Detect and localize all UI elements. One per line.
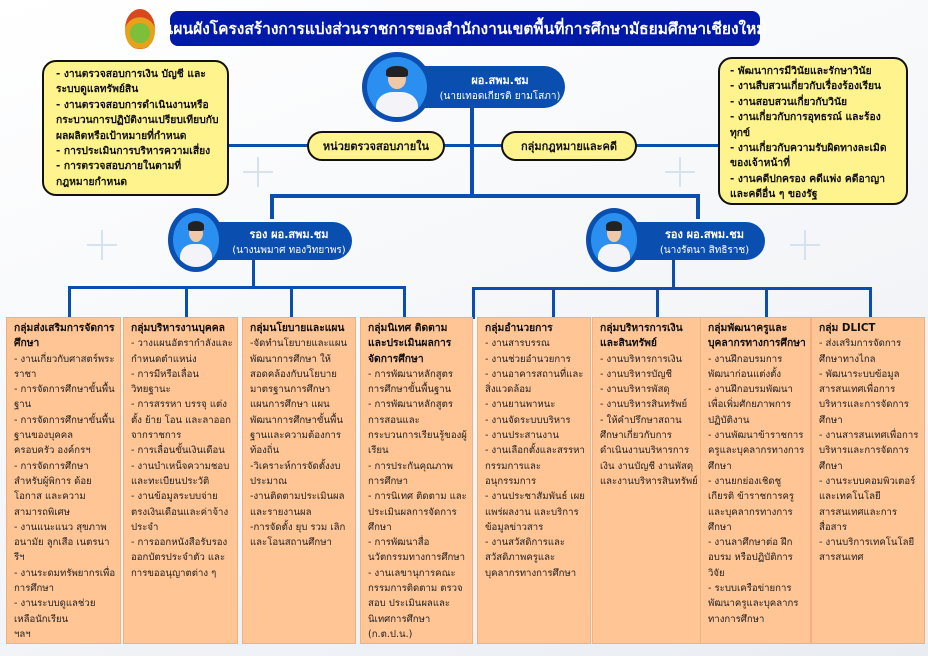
connector — [696, 194, 700, 219]
group-duty: - งานสารบรรณ — [485, 338, 550, 350]
group-duty: (ก.ต.ป.น.) — [368, 628, 413, 640]
group-duty: -วิเคราะห์การจัดตั้งงบประมาณ — [250, 460, 341, 487]
group-duty: - งานระบบคอมพิวเตอร์และเทคโนโลยีสารสนเทศและการสื่อสาร — [819, 475, 916, 533]
legal-item: - งานสืบสวนเกี่ยวกับเรื่องร้องเรียน — [730, 80, 882, 93]
group-duty: - งานบริการเทคโนโลยีสารสนเทศ — [819, 537, 915, 564]
group-duty: - การจัดการศึกษาสำหรับผู้พิการ ด้อยโอกาส และความสามารถพิเศษ — [14, 460, 92, 518]
group-duty: - งานระบบดูแลช่วยเหลือนักเรียน — [14, 598, 96, 625]
group-title: กลุ่มส่งเสริมการจัดการศึกษา — [14, 322, 115, 350]
connector — [270, 194, 274, 219]
group-duty: - งานอาคารสถานที่และสิ่งแวดล้อม — [485, 368, 584, 396]
connector — [552, 287, 555, 319]
group-box — [477, 317, 591, 644]
group-duty: - ให้คำปรึกษาสถานศึกษาเกี่ยวกับการดำเนินงานบริหารการเงิน งานบัญชี งานพัสดุ และงานบริหารสินทรัพย์ — [600, 414, 698, 487]
group-duty: - การสรรหา บรรจุ แต่งตั้ง ย้าย โอน และลาออกจากราชการ — [131, 399, 231, 442]
group-duty: - การพัฒนาสื่อนวัตกรรมทางการศึกษา — [368, 537, 465, 564]
group-title: กลุ่มนโยบายและแผน — [250, 322, 345, 334]
group-duty: - งานระดมทรัพยากรเพื่อการศึกษา — [14, 567, 116, 595]
connector — [185, 286, 188, 318]
group-duty: - วางแผนอัตรากำลังและกำหนดตำแหน่ง — [131, 338, 233, 365]
page-title: แผนผังโครงสร้างการแบ่งส่วนราชการของสำนักงานเขตพื้นที่การศึกษามัธยมศึกษาเชียงใหม่ — [170, 11, 760, 46]
group-duty: - การนิเทศ ติดตาม และประเมินผลการจัดการศึกษา — [368, 491, 467, 533]
legal-item: - งานเกี่ยวกับความรับผิดทางละเมิดของเจ้าหน้าที่ — [730, 142, 887, 170]
group-duty: - การจัดการศึกษาขั้นพื้นฐาน — [14, 384, 115, 411]
group-duty: - งานยกย่องเชิดชูเกียรติ ข้าราชการครูและบุคลากรทางการศึกษา — [708, 475, 795, 533]
group-box — [360, 317, 473, 644]
group-duty: - งานฝึกอบรมพัฒนาเพื่อเพิ่มศักยภาพการปฏิบัติงาน — [708, 384, 793, 426]
group-duty: - การจัดการศึกษาขั้นพื้นฐานของบุคคล ครอบครัว องค์กรฯ — [14, 414, 115, 457]
group-duty: - งานฝึกอบรมการพัฒนาก่อนแต่งตั้ง — [708, 353, 783, 380]
group-box — [592, 317, 704, 644]
group-duty: - การออกหนังสือรับรอง ออกบัตรประจำตัว และการขออนุญาตต่าง ๆ — [131, 537, 228, 579]
group-duty: - งานบริหารพัสดุ — [600, 384, 670, 396]
group-duty: - งานจัดระบบบริหาร — [485, 414, 571, 426]
group-duty: - การพัฒนาหลักสูตรการสอนและกระบวนการเรียนรู้ของผู้เรียน — [368, 399, 467, 457]
group-duty: - งานแนะแนว สุขภาพอนามัย ลูกเสือ เนตรนารีฯ — [14, 521, 110, 564]
group-duty: -การจัดตั้ง ยุบ รวม เลิก และโอนสถานศึกษา — [250, 521, 346, 549]
connector — [403, 286, 406, 318]
audit-item: - งานตรวจสอบการดำเนินงานหรือกระบวนการปฏิบัติงานเปรียบเทียบกับผลผลิตหรือเป้าหมายที่กำหนด — [56, 98, 219, 142]
deputy-role: รอง ผอ.สพม.ชม — [249, 227, 329, 241]
group-title: กลุ่มบริหารการเงินและสินทรัพย์ — [600, 322, 683, 350]
decor-plus-icon — [243, 157, 273, 187]
decor-plus-icon — [665, 157, 695, 187]
group-title: กลุ่ม DLICT — [819, 322, 876, 334]
group-duty: - งานพัฒนาข้าราชการครูและบุคลากรทางการศึกษา — [708, 430, 805, 472]
legal-item: - พัฒนาการมีวินัยและรักษาวินัย — [730, 65, 872, 77]
connector — [290, 286, 293, 318]
group-duty: - งานประชาสัมพันธ์ เผยแพร่ผลงาน และบริการข้อมูลข่าวสาร — [485, 491, 585, 533]
group-box — [242, 317, 356, 644]
connector — [869, 287, 872, 319]
connector — [672, 258, 675, 289]
group-duty: - ส่งเสริมการจัดการศึกษาทางไกล — [819, 338, 902, 365]
group-duty: -จัดทำนโยบายและแผนพัฒนาการศึกษา ให้สอดคล้องกับนโยบาย มาตรฐานการศึกษา แผนการศึกษา แผนพัฒนาการศึกษาขั้นพื้นฐานและความต้องการท้องถิ่น — [250, 338, 348, 457]
deputy-name: (นางนพมาศ ทองวิทยาพร) — [232, 244, 346, 256]
group-duty: - งานสารสนเทศเพื่อการบริหารและการจัดการศึกษา — [819, 430, 919, 472]
connector — [252, 258, 255, 288]
group-duty: - งานยานพาหนะ — [485, 399, 556, 411]
group-duty: - งานข้อมูลระบบจ่ายตรงเงินเดือนและค่าจ้างประจำ — [131, 491, 229, 533]
group-duty: -งานติดตามประเมินผลและรายงานผล — [250, 491, 345, 518]
deputy-name: (นางรัตนา สิทธิราช) — [659, 244, 750, 256]
group-duty: ฯลฯ — [14, 628, 31, 640]
group-title: กลุ่มบริหารงานบุคคล — [131, 322, 225, 334]
audit-item: - การประเมินการบริหารความเสี่ยง — [56, 145, 211, 158]
deputy-1-avatar — [168, 208, 224, 272]
group-box — [6, 317, 121, 644]
decor-plus-icon — [87, 230, 117, 260]
director-label — [415, 66, 565, 108]
audit-item: - การตรวจสอบภายในตามที่กฎหมายกำหนด — [56, 160, 182, 188]
office-logo — [125, 9, 155, 49]
connector — [68, 286, 406, 289]
group-duty: - งานเกี่ยวกับศาสตร์พระราชา — [14, 353, 115, 380]
legal-item: - งานเกี่ยวกับการอุทธรณ์ และร้องทุกข์ — [730, 111, 881, 139]
group-duty: - งานบริหารสินทรัพย์ — [600, 399, 688, 411]
group-title: กลุ่มนิเทศ ติดตาม และประเมินผลการจัดการศึกษา — [368, 322, 452, 365]
group-box — [123, 317, 238, 644]
group-duty: - การพัฒนาหลักสูตรการศึกษาขั้นพื้นฐาน — [368, 368, 454, 396]
decor-plus-icon — [790, 230, 820, 260]
group-duty: - งานเลือกตั้งและสรรหากรรมการและอนุกรรมการ — [485, 445, 585, 487]
group-duty: - งานบำเหน็จความชอบและทะเบียนประวัติ — [131, 460, 230, 487]
connector — [472, 287, 475, 319]
group-duty: - ระบบเครือข่ายการพัฒนาครูและบุคลากรทางการศึกษา — [708, 583, 799, 625]
group-duty: - งานประสานงาน — [485, 430, 559, 442]
connector — [656, 287, 659, 319]
director-avatar — [362, 52, 432, 122]
group-duty: - งานสวัสดิการและสวัสดิภาพครูและบุคลากรทางการศึกษา — [485, 537, 577, 579]
group-title: กลุ่มพัฒนาครูและบุคลากรทางการศึกษา — [708, 322, 806, 350]
deputy-2-avatar — [586, 208, 642, 272]
group-duty: - งานเลขานุการคณะกรรมการติดตาม ตรวจสอบ ประเมินผลและนิเทศการศึกษา — [368, 567, 463, 625]
group-duty: - การเลื่อนขั้นเงินเดือน — [131, 445, 225, 457]
group-duty: - งานบริหารบัญชี — [600, 368, 673, 380]
connector — [68, 286, 71, 318]
audit-item: - งานตรวจสอบการเงิน บัญชี และระบบดูแลทรัพย์สิน — [56, 68, 206, 96]
connector — [765, 287, 768, 319]
group-box — [700, 317, 811, 644]
connector — [470, 100, 474, 197]
internal-audit-unit: หน่วยตรวจสอบภายใน — [307, 131, 445, 161]
audit-duties-box — [42, 60, 229, 196]
legal-item: - งานคดีปกครอง คดีแพ่ง คดีอาญา และคดีอื่น ๆ ของรัฐ — [730, 172, 885, 201]
legal-item: - งานสอบสวนเกี่ยวกับวินัย — [730, 95, 848, 108]
group-duty: - งานลาศึกษาต่อ ฝึกอบรม หรือปฏิบัติการวิจัย — [708, 537, 793, 579]
deputy-role: รอง ผอ.สพม.ชม — [664, 227, 745, 241]
legal-group: กลุ่มกฎหมายและคดี — [501, 131, 637, 161]
group-duty: - การมีหรือเลื่อนวิทยฐานะ — [131, 368, 199, 396]
group-duty: - งานบริหารการเงิน — [600, 353, 683, 365]
group-duty: - งานช่วยอำนวยการ — [485, 353, 571, 365]
connector — [270, 194, 700, 198]
legal-duties-box — [718, 57, 908, 205]
director-name: (นายเทอดเกียรติ ยามโสภา) — [439, 90, 561, 102]
connector — [472, 287, 872, 290]
group-box — [811, 317, 925, 644]
director-role: ผอ.สพม.ชม — [471, 73, 529, 87]
group-title: กลุ่มอำนวยการ — [485, 322, 553, 334]
connector — [228, 144, 720, 147]
group-duty: - พัฒนาระบบข้อมูลสารสนเทศเพื่อการบริหารและการจัดการศึกษา — [819, 368, 909, 426]
group-duty: - การประกันคุณภาพการศึกษา — [368, 460, 453, 487]
